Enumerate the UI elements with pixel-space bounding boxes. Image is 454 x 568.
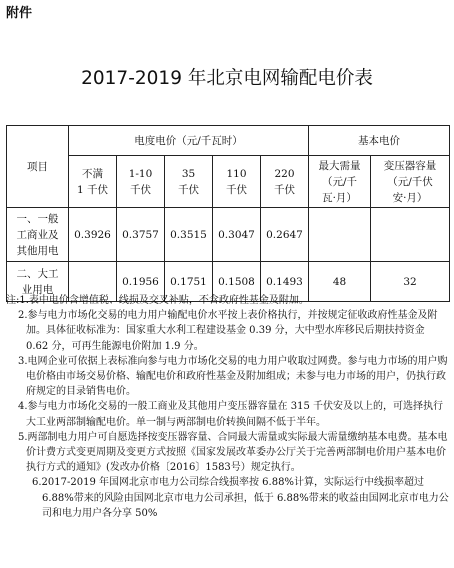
note-item: 4.参与电力市场化交易的一般工商业及其他用户变压器容量在 315 千伏安及以上的，可选择执行大工业两部制输配电价。单一制与两部制电价转换间隔不低于半年。 <box>18 401 443 428</box>
energy-col-header: 110 千伏 <box>213 156 261 208</box>
basic-price-header: 基本电价 <box>309 126 450 156</box>
table-cell: 0.3757 <box>117 208 165 262</box>
table-cell <box>371 208 450 262</box>
basic-col-header: 变压器容量 （元/千伏 安·月） <box>371 156 450 208</box>
attachment-label: 附件 <box>6 6 33 21</box>
tariff-table <box>6 125 450 302</box>
basic-col-header: 最大需量 （元/千 瓦·月） <box>309 156 371 208</box>
table-cell: 0.3515 <box>165 208 213 262</box>
table-row <box>7 208 450 262</box>
table-cell: 0.3926 <box>69 208 117 262</box>
note-item: 5.两部制电力用户可自愿选择按变压器容量、合同最大需量或实际最大需量缴纳基本电费。基本电价计费方式变更周期及变更方式按照《国家发展改革委办公厅关于完善两部制电价用户基本电价执行方式的通知》(发改办价格〔2016〕1583号）规定执行。 <box>18 431 448 474</box>
table-cell: 0.2647 <box>261 208 309 262</box>
note-item: 6.2017-2019 年国网北京市电力公司综合线损率按 6.88%计算，实际运行中线损率超过 6.88%带来的风险由国网北京市电力公司承担，低于 6.88%带来的收益由国网北京市电力公司和电力用户各分享 50% <box>32 477 449 519</box>
note-item: 3.电网企业可依据上表标准向参与电力市场化交易的电力用户收取过网费。参与电力市场的用户购电价格由市场交易价格、输配电价和政府性基金及附加组成；未参与电力市场的用户，仍执行政府规定的目录销售电价。 <box>18 355 448 398</box>
table-cell: 0.1493 <box>261 262 309 302</box>
notes-section <box>6 293 450 521</box>
table-cell: 0.1956 <box>117 262 165 302</box>
energy-price-header: 电度电价（元/千瓦时） <box>69 126 309 156</box>
row-label: 一、一般 工商业及 其他用电 <box>7 208 69 262</box>
energy-col-header: 35 千伏 <box>165 156 213 208</box>
page-title: 2017-2019 年北京电网输配电价表 <box>81 68 373 89</box>
table-cell: 0.3047 <box>213 208 261 262</box>
table-cell: 0.1508 <box>213 262 261 302</box>
row-label: 二、大工 业用电 <box>7 262 69 302</box>
table-cell: 32 <box>371 262 450 302</box>
table-cell: 48 <box>309 262 371 302</box>
table-cell: 0.1751 <box>165 262 213 302</box>
note-item: 2.参与电力市场化交易的电力用户输配电价水平按上表价格执行，并按规定征收政府性基金及附加。具体征收标准为：国家重大水利工程建设基金 0.39 分，大中型水库移民后期扶持资金 0.62 分，可再生能源电价附加 1.9 分。 <box>18 310 438 352</box>
energy-col-header: 1-10 千伏 <box>117 156 165 208</box>
note-item: 注:1.表中电价含增值税、线损及交叉补贴，不含政府性基金及附加。 <box>6 295 309 306</box>
energy-col-header: 220 千伏 <box>261 156 309 208</box>
notes-label: 注: <box>6 295 20 306</box>
item-header: 项目 <box>7 126 69 208</box>
table-cell <box>309 208 371 262</box>
energy-col-header: 不满 1 千伏 <box>69 156 117 208</box>
